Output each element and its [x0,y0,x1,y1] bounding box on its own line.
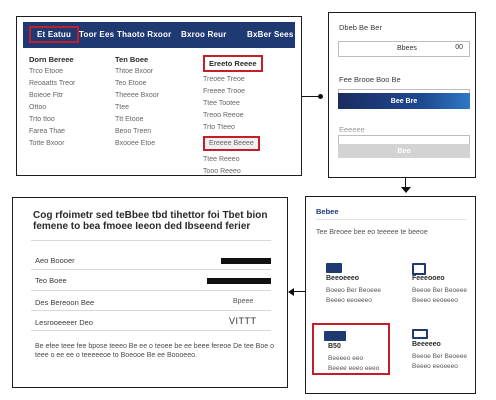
legal-text: Be efee teee fee bpose teeeo Be ee o teoee be ee beee fereoe De tee Boe o teee o ee ee o teeeeeoe to Boeooe Be ee Boooeeo. [35,343,274,359]
menu-item[interactable]: Farea Thae [29,128,66,135]
field-1-suffix[interactable]: 00 [455,44,463,51]
card-icon [412,329,428,339]
menu-item[interactable]: Treoo Reeoe [203,112,244,119]
menu-item[interactable]: Boieoe Fttr [29,92,64,99]
option-card-4[interactable] [398,323,476,375]
field-1-input[interactable] [338,41,470,57]
card-line-3: Beeeo eeoeeeo [412,363,458,370]
menu-column-1-heading: Dorn Bereee [29,55,74,64]
options-subtitle: Tee Breoee bee eo teeeee te beeoe [316,229,428,236]
secondary-action-button[interactable]: Beo [338,144,470,158]
menu-item[interactable]: Beoo Treen [115,128,152,135]
menu-column-3-heading [203,55,293,72]
nav-item-2[interactable]: Toor Ees [79,30,115,39]
divider [31,330,271,331]
divider [31,269,271,270]
menu-item[interactable]: Ttee Tootee [203,100,240,107]
highlighted-menu-item[interactable]: Ereeee Beeee [203,136,260,151]
menu-item[interactable]: Teo Etooe [115,80,147,87]
nav-item-5[interactable]: BxBer Sees [247,30,294,39]
card-title: B50 [328,343,341,350]
field-2-label: Fee Brooe Boo Be [339,75,401,84]
divider [316,219,466,220]
option-card-2[interactable] [398,257,476,309]
nav-item-3[interactable]: Thaoto Rxoor [117,30,172,39]
menu-item[interactable]: Trto ttoo [29,116,55,123]
redacted-value [221,258,271,264]
menu-item[interactable]: Ttee Reeeo [203,156,240,163]
card-line-2: Boeeo Ber Beoeee [326,287,381,294]
nav-item-1[interactable]: Et Eatuu [29,26,79,43]
confirmation-title: Cog rfoimetr sed teBbee tbd tihettor foi Tbet bion femene to bea fmoee Ieeon ded Ibseend ferier [33,210,268,232]
highlighted-menu-heading[interactable]: Ereeto Reeee [203,55,263,72]
field-3-label: Eeeeee [339,125,365,134]
menu-item[interactable]: Totte Bxoor [29,140,65,147]
redacted-value [207,278,271,284]
menu-item-highlighted[interactable] [203,136,293,151]
menu-item[interactable]: Ttee [115,104,130,111]
detail-row-2-label: Teo Boee [35,276,67,285]
menu-column-1 [29,55,109,152]
detail-row-4-value: VITTT [229,316,257,326]
card-line-2: Beeoe Ber Beoeee [412,353,467,360]
card-line-2: Beeeeo eeo [328,355,364,362]
divider [31,240,271,241]
divider [31,290,271,291]
menu-item[interactable]: Trco Etooe [29,68,63,75]
card-line-2: Beeoe Ber Beoeee [412,287,467,294]
nav-item-4[interactable]: Bxroo Reur [181,30,227,39]
menu-item[interactable]: Bxooee Etoe [115,140,156,147]
option-card-1[interactable] [312,257,390,309]
card-title: Feeeooeo [412,275,445,282]
card-title: Beeoeeeo [326,275,360,282]
menu-item[interactable]: Tooo Reeeo [203,168,241,175]
card-line-3: Beeeo eeoeeeo [326,297,372,304]
menu-item[interactable]: Reoaatts Treor [29,80,76,87]
search-form-panel [328,12,476,178]
menu-item[interactable]: Thtoe Bxoor [115,68,154,75]
top-navigation-bar [23,22,295,48]
card-icon [412,263,426,275]
field-1-label: Dbeb Be Ber [339,23,382,32]
confirmation-panel [12,197,288,388]
primary-action-button[interactable]: Bee Bre [338,93,470,109]
card-icon [326,263,342,273]
field-1-value: Bbees [397,45,417,52]
card-icon [324,331,346,341]
mega-menu-panel [16,16,302,176]
options-title: Bebee [316,207,339,216]
card-line-3: Beeee eeeo eeeo [328,365,380,372]
menu-item[interactable]: Treoee Treoe [203,76,245,83]
menu-column-3 [203,55,293,180]
menu-item[interactable]: Ttt Etooe [115,116,144,123]
menu-item[interactable]: Trto Tteeo [203,124,235,131]
left-arrow-icon [288,288,294,296]
detail-row-3-label: Des Bereoon Bee [35,298,95,307]
connector-line-3 [294,291,305,292]
detail-row-1-label: Aeo Boooer [35,256,75,265]
detail-row-4-label: Lesrooeeeer Deo [35,318,93,327]
menu-column-2 [115,55,195,152]
connector-line-1 [302,96,320,97]
option-card-3-selected[interactable] [312,323,390,375]
options-panel [305,196,476,394]
divider [31,310,271,311]
menu-item[interactable]: Theeee Bxoor [115,92,159,99]
detail-row-3-value: Bpeee [233,298,254,305]
card-line-3: Beeeo eeoeeeo [412,297,458,304]
menu-item[interactable]: Freeee Trooe [203,88,246,95]
menu-item[interactable]: Ottoo [29,104,47,111]
menu-column-2-heading: Ten Boee [115,55,149,64]
card-title: Beeeeeo [412,341,441,348]
down-arrow-icon [401,187,411,193]
